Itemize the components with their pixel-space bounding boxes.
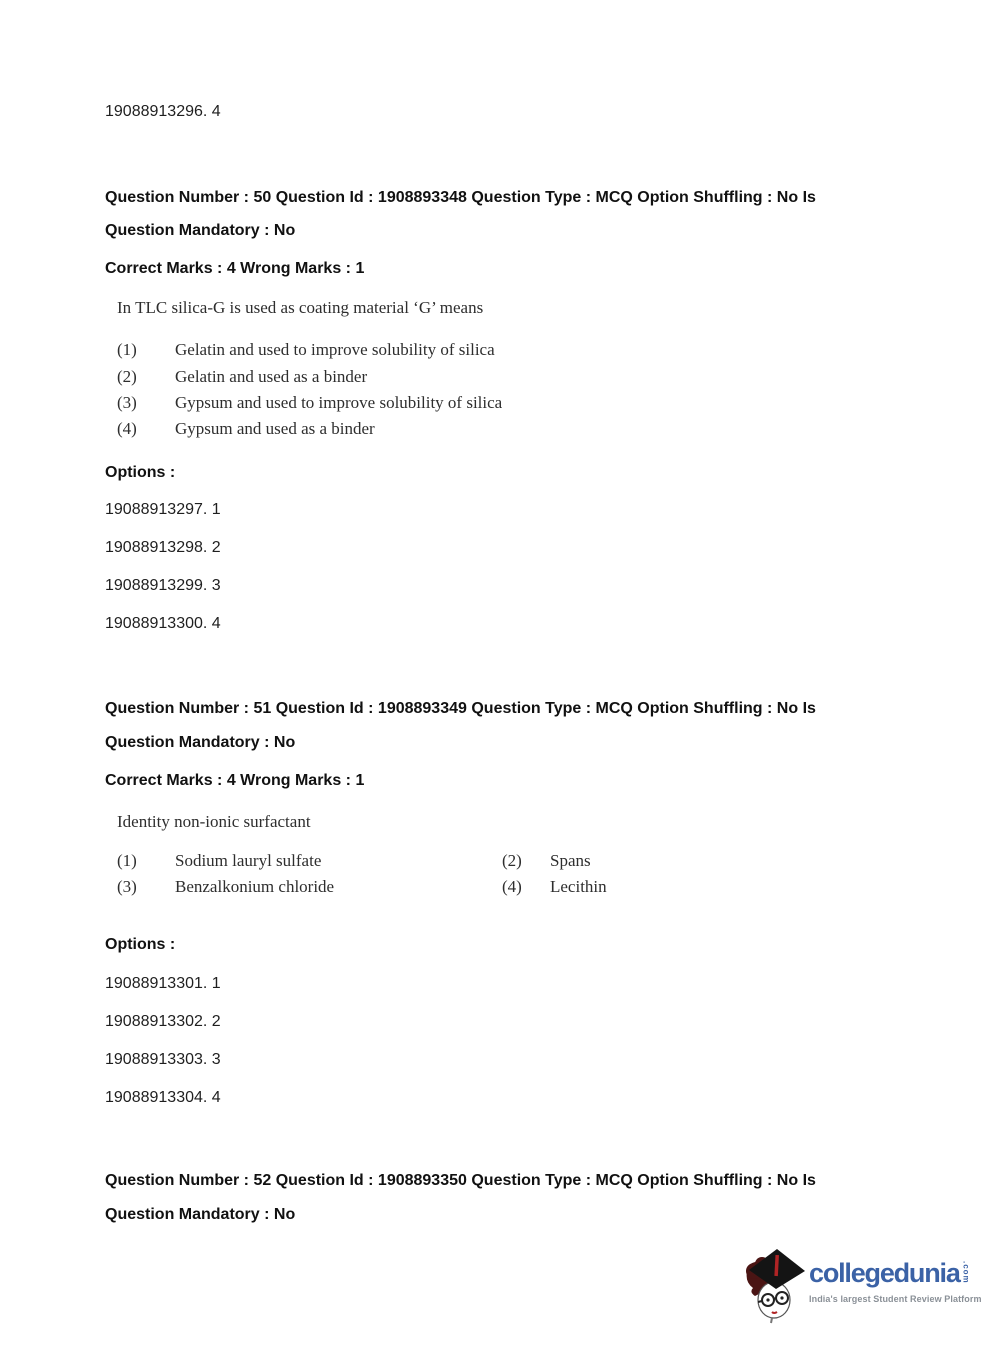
choice-row	[117, 877, 607, 897]
marks-line: Correct Marks : 4 Wrong Marks : 1	[105, 772, 365, 789]
option-id: 19088913302. 2	[105, 1013, 221, 1030]
option-id: 19088913296. 4	[105, 103, 221, 120]
option-id: 19088913304. 4	[105, 1089, 221, 1106]
option-id: 19088913298. 2	[105, 539, 221, 556]
choice-number: (1)	[117, 340, 137, 359]
choice	[117, 340, 495, 360]
choice-number: (1)	[117, 851, 137, 870]
choice-text: Gypsum and used as a binder	[175, 419, 375, 438]
question-mandatory: Question Mandatory : No	[105, 734, 296, 751]
choice-row	[117, 851, 591, 871]
choice-text: Gelatin and used to improve solubility of silica	[175, 340, 495, 359]
choice-number: (4)	[117, 419, 137, 438]
question-header: Question Number : 52 Question Id : 1908893350 Question Type : MCQ Option Shuffling : No Is	[105, 1172, 816, 1189]
option-id: 19088913301. 1	[105, 975, 221, 992]
marks-line: Correct Marks : 4 Wrong Marks : 1	[105, 260, 365, 277]
choice-text: Lecithin	[550, 877, 607, 896]
options-label: Options :	[105, 936, 176, 953]
collegedunia-logo[interactable]	[741, 1244, 982, 1324]
logo-tagline: India's largest Student Review Platform	[809, 1294, 982, 1304]
question-header: Question Number : 51 Question Id : 1908893349 Question Type : MCQ Option Shuffling : No Is	[105, 700, 816, 717]
choice	[117, 393, 502, 413]
brand-text: collegedunia	[809, 1258, 960, 1288]
choice-number: (3)	[117, 393, 137, 412]
choice-text: Benzalkonium chloride	[175, 877, 335, 896]
choice-text: Gelatin and used as a binder	[175, 367, 368, 386]
choice-number: (3)	[117, 877, 137, 896]
question-text: In TLC silica-G is used as coating material ‘G’ means	[117, 298, 484, 317]
option-id: 19088913303. 3	[105, 1051, 221, 1068]
choice-number: (2)	[117, 367, 137, 386]
choice	[117, 419, 375, 439]
option-id: 19088913299. 3	[105, 577, 221, 594]
choice	[117, 367, 367, 387]
choice-number: (2)	[502, 851, 522, 870]
question-text: Identity non-ionic surfactant	[117, 812, 311, 831]
option-id: 19088913297. 1	[105, 501, 221, 518]
choice-text: Sodium lauryl sulfate	[175, 851, 322, 870]
options-label: Options :	[105, 464, 176, 481]
question-mandatory: Question Mandatory : No	[105, 1206, 296, 1223]
brand-domain: .com	[961, 1261, 971, 1284]
choice-text: Spans	[550, 851, 591, 870]
question-mandatory: Question Mandatory : No	[105, 222, 296, 239]
option-id: 19088913300. 4	[105, 615, 221, 632]
choice-number: (4)	[502, 877, 522, 896]
question-header: Question Number : 50 Question Id : 1908893348 Question Type : MCQ Option Shuffling : No Is	[105, 189, 816, 206]
choice-text: Gypsum and used to improve solubility of silica	[175, 393, 503, 412]
collegedunia-mascot-icon	[741, 1244, 807, 1324]
